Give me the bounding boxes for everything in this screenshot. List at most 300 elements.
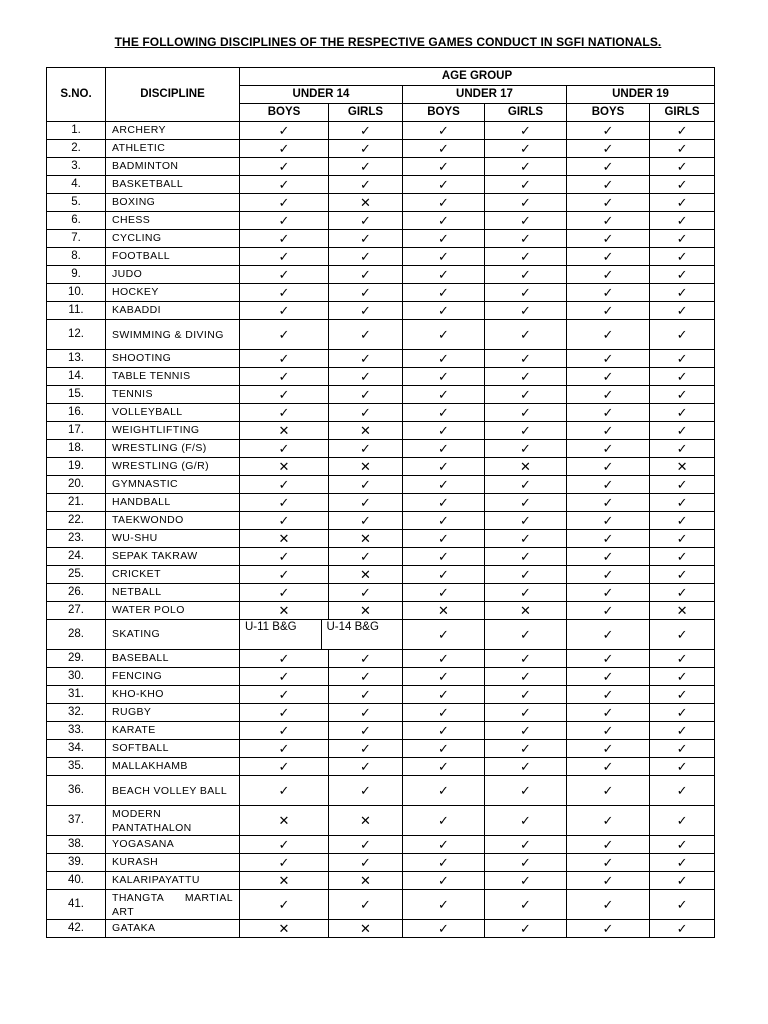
check-icon-u17-girls: ✓ [485,122,567,140]
check-icon-u17-girls: ✓ [485,368,567,386]
check-icon-u19-boys: ✓ [567,548,650,566]
discipline-name-cell: MODERN PANTATHALON [106,806,240,836]
discipline-name-cell: ATHLETIC [106,140,240,158]
check-icon-u19-boys: ✓ [567,650,650,668]
check-icon-u19-girls: ✓ [650,686,715,704]
header-under-19: UNDER 19 [567,86,715,104]
check-icon-u19-girls: ✓ [650,872,715,890]
serial-number-cell: 5. [47,194,106,212]
table-row [47,176,715,194]
check-icon-u14-girls: ✓ [329,704,403,722]
check-icon-u19-girls: ✓ [650,704,715,722]
check-icon-u17-girls: ✓ [485,686,567,704]
check-icon-u14-boys: ✓ [240,350,329,368]
header-u17-girls: GIRLS [485,104,567,122]
check-icon-u14-boys: ✓ [240,548,329,566]
serial-number-cell: 42. [47,920,106,938]
check-icon-u19-boys: ✓ [567,230,650,248]
cross-icon-u17-girls: ✕ [485,602,567,620]
check-icon-u17-boys: ✓ [403,836,485,854]
check-icon-u17-boys: ✓ [403,158,485,176]
discipline-name-cell: WRESTLING (F/S) [106,440,240,458]
check-icon-u17-boys: ✓ [403,440,485,458]
check-icon-u14-girls: ✓ [329,722,403,740]
serial-number-cell: 7. [47,230,106,248]
check-icon-u17-girls: ✓ [485,530,567,548]
check-icon-u19-girls: ✓ [650,230,715,248]
check-icon-u14-boys: ✓ [240,854,329,872]
discipline-name-cell: KURASH [106,854,240,872]
check-icon-u19-girls: ✓ [650,122,715,140]
check-icon-u19-girls: ✓ [650,530,715,548]
discipline-name-cell: YOGASANA [106,836,240,854]
check-icon-u19-boys: ✓ [567,458,650,476]
serial-number-cell: 27. [47,602,106,620]
cross-icon-u14-boys: ✕ [240,530,329,548]
table-row [47,566,715,584]
check-icon-u19-girls: ✓ [650,920,715,938]
check-icon-u17-girls: ✓ [485,920,567,938]
serial-number-cell: 20. [47,476,106,494]
check-icon-u14-girls: ✓ [329,440,403,458]
check-icon-u19-girls: ✓ [650,212,715,230]
check-icon-u19-boys: ✓ [567,440,650,458]
check-icon-u19-boys: ✓ [567,266,650,284]
check-icon-u19-girls: ✓ [650,740,715,758]
table-row [47,476,715,494]
check-icon-u17-boys: ✓ [403,722,485,740]
cross-icon-u14-girls: ✕ [329,566,403,584]
discipline-name-cell: THANGTA MARTIAL ART [106,890,240,920]
check-icon-u19-girls: ✓ [650,548,715,566]
check-icon-u14-girls: ✓ [329,284,403,302]
check-icon-u19-girls: ✓ [650,620,715,650]
check-icon-u14-boys: ✓ [240,890,329,920]
check-icon-u17-boys: ✓ [403,650,485,668]
cross-icon-u17-boys: ✕ [403,602,485,620]
discipline-name-cell: VOLLEYBALL [106,404,240,422]
table-row [47,704,715,722]
check-icon-u14-boys: ✓ [240,776,329,806]
cross-icon-u14-boys: ✕ [240,806,329,836]
u14-boys-girls-label: U-14 B&G [321,620,403,649]
check-icon-u14-girls: ✓ [329,854,403,872]
check-icon-u17-boys: ✓ [403,806,485,836]
cross-icon-u14-girls: ✕ [329,920,403,938]
table-row [47,386,715,404]
check-icon-u17-boys: ✓ [403,566,485,584]
discipline-name-cell: SEPAK TAKRAW [106,548,240,566]
check-icon-u17-boys: ✓ [403,248,485,266]
check-icon-u14-girls: ✓ [329,836,403,854]
check-icon-u14-girls: ✓ [329,494,403,512]
check-icon-u19-girls: ✓ [650,440,715,458]
check-icon-u19-boys: ✓ [567,404,650,422]
check-icon-u17-girls: ✓ [485,140,567,158]
check-icon-u17-boys: ✓ [403,368,485,386]
check-icon-u17-girls: ✓ [485,158,567,176]
check-icon-u14-boys: ✓ [240,248,329,266]
check-icon-u19-girls: ✓ [650,668,715,686]
serial-number-cell: 35. [47,758,106,776]
check-icon-u17-boys: ✓ [403,230,485,248]
check-icon-u14-girls: ✓ [329,650,403,668]
check-icon-u14-girls: ✓ [329,890,403,920]
serial-number-cell: 12. [47,320,106,350]
check-icon-u17-boys: ✓ [403,620,485,650]
check-icon-u14-boys: ✓ [240,158,329,176]
serial-number-cell: 17. [47,422,106,440]
check-icon-u14-boys: ✓ [240,176,329,194]
table-row [47,602,715,620]
check-icon-u19-boys: ✓ [567,302,650,320]
check-icon-u17-boys: ✓ [403,530,485,548]
discipline-name-cell: KALARIPAYATTU [106,872,240,890]
cross-icon-u14-girls: ✕ [329,806,403,836]
discipline-name-cell: GYMNASTIC [106,476,240,494]
table-row [47,530,715,548]
serial-number-cell: 41. [47,890,106,920]
serial-number-cell: 9. [47,266,106,284]
discipline-name-cell: GATAKA [106,920,240,938]
discipline-name-cell: WU-SHU [106,530,240,548]
check-icon-u19-boys: ✓ [567,494,650,512]
check-icon-u17-boys: ✓ [403,266,485,284]
discipline-name-cell: KARATE [106,722,240,740]
check-icon-u19-boys: ✓ [567,668,650,686]
discipline-name-cell: TENNIS [106,386,240,404]
table-row [47,548,715,566]
check-icon-u17-girls: ✓ [485,212,567,230]
table-row [47,158,715,176]
table-row [47,722,715,740]
check-icon-u17-girls: ✓ [485,620,567,650]
discipline-name-cell: FOOTBALL [106,248,240,266]
check-icon-u19-girls: ✓ [650,854,715,872]
check-icon-u17-boys: ✓ [403,350,485,368]
check-icon-u14-boys: ✓ [240,230,329,248]
check-icon-u19-boys: ✓ [567,212,650,230]
check-icon-u17-girls: ✓ [485,512,567,530]
check-icon-u17-girls: ✓ [485,266,567,284]
check-icon-u14-girls: ✓ [329,548,403,566]
check-icon-u14-girls: ✓ [329,266,403,284]
check-icon-u14-boys: ✓ [240,836,329,854]
check-icon-u14-boys: ✓ [240,122,329,140]
serial-number-cell: 30. [47,668,106,686]
table-row [47,806,715,836]
check-icon-u17-girls: ✓ [485,440,567,458]
check-icon-u17-boys: ✓ [403,548,485,566]
check-icon-u19-girls: ✓ [650,758,715,776]
check-icon-u14-boys: ✓ [240,650,329,668]
check-icon-u19-boys: ✓ [567,386,650,404]
serial-number-cell: 38. [47,836,106,854]
discipline-name-cell: TAEKWONDO [106,512,240,530]
discipline-name-cell: CRICKET [106,566,240,584]
check-icon-u17-boys: ✓ [403,668,485,686]
table-row [47,920,715,938]
serial-number-cell: 16. [47,404,106,422]
check-icon-u19-girls: ✓ [650,584,715,602]
check-icon-u19-girls: ✓ [650,650,715,668]
serial-number-cell: 3. [47,158,106,176]
table-row [47,350,715,368]
check-icon-u14-boys: ✓ [240,668,329,686]
table-row [47,422,715,440]
check-icon-u14-girls: ✓ [329,350,403,368]
check-icon-u19-girls: ✓ [650,158,715,176]
check-icon-u14-boys: ✓ [240,212,329,230]
table-row [47,440,715,458]
header-age-group: AGE GROUP [240,68,715,86]
discipline-name-cell: NETBALL [106,584,240,602]
serial-number-cell: 25. [47,566,106,584]
check-icon-u17-girls: ✓ [485,386,567,404]
header-discipline: DISCIPLINE [106,68,240,122]
table-row [47,854,715,872]
check-icon-u19-boys: ✓ [567,194,650,212]
check-icon-u19-boys: ✓ [567,422,650,440]
check-icon-u14-girls: ✓ [329,320,403,350]
check-icon-u19-boys: ✓ [567,836,650,854]
check-icon-u14-girls: ✓ [329,158,403,176]
check-icon-u14-boys: ✓ [240,320,329,350]
discipline-name-cell: WATER POLO [106,602,240,620]
serial-number-cell: 33. [47,722,106,740]
check-icon-u17-boys: ✓ [403,386,485,404]
discipline-name-cell: HANDBALL [106,494,240,512]
check-icon-u17-girls: ✓ [485,476,567,494]
table-row [47,266,715,284]
u11-boys-girls-label: U-11 B&G [245,621,297,633]
check-icon-u19-boys: ✓ [567,320,650,350]
serial-number-cell: 29. [47,650,106,668]
check-icon-u14-girls: ✓ [329,512,403,530]
check-icon-u17-boys: ✓ [403,302,485,320]
serial-number-cell: 32. [47,704,106,722]
check-icon-u19-boys: ✓ [567,602,650,620]
check-icon-u19-girls: ✓ [650,422,715,440]
check-icon-u14-boys: ✓ [240,476,329,494]
check-icon-u17-girls: ✓ [485,740,567,758]
header-under-17: UNDER 17 [403,86,567,104]
discipline-name-cell: RUGBY [106,704,240,722]
check-icon-u17-girls: ✓ [485,806,567,836]
cross-icon-u19-girls: ✕ [650,458,715,476]
check-icon-u14-girls: ✓ [329,740,403,758]
check-icon-u17-boys: ✓ [403,194,485,212]
check-icon-u14-girls: ✓ [329,140,403,158]
cross-icon-u14-boys: ✕ [240,422,329,440]
check-icon-u14-girls: ✓ [329,758,403,776]
check-icon-u14-boys: ✓ [240,386,329,404]
discipline-name-cell: SKATING [106,620,240,650]
serial-number-cell: 37. [47,806,106,836]
check-icon-u19-boys: ✓ [567,890,650,920]
serial-number-cell: 19. [47,458,106,476]
serial-number-cell: 24. [47,548,106,566]
check-icon-u19-boys: ✓ [567,806,650,836]
check-icon-u19-boys: ✓ [567,350,650,368]
discipline-name-cell: BASKETBALL [106,176,240,194]
cross-icon-u14-boys: ✕ [240,602,329,620]
check-icon-u14-girls: ✓ [329,584,403,602]
check-icon-u17-girls: ✓ [485,758,567,776]
header-u19-girls: GIRLS [650,104,715,122]
check-icon-u19-girls: ✓ [650,776,715,806]
check-icon-u17-boys: ✓ [403,212,485,230]
header-u19-boys: BOYS [567,104,650,122]
check-icon-u14-girls: ✓ [329,302,403,320]
check-icon-u19-boys: ✓ [567,530,650,548]
check-icon-u19-girls: ✓ [650,512,715,530]
table-row [47,320,715,350]
check-icon-u19-boys: ✓ [567,512,650,530]
check-icon-u19-girls: ✓ [650,266,715,284]
check-icon-u14-girls: ✓ [329,122,403,140]
check-icon-u14-girls: ✓ [329,404,403,422]
check-icon-u14-boys: ✓ [240,584,329,602]
check-icon-u17-girls: ✓ [485,584,567,602]
check-icon-u17-boys: ✓ [403,422,485,440]
check-icon-u19-boys: ✓ [567,368,650,386]
check-icon-u17-boys: ✓ [403,458,485,476]
check-icon-u19-boys: ✓ [567,740,650,758]
check-icon-u14-boys: ✓ [240,704,329,722]
check-icon-u17-boys: ✓ [403,776,485,806]
check-icon-u14-boys: ✓ [240,302,329,320]
check-icon-u14-boys: ✓ [240,404,329,422]
header-sno: S.NO. [47,68,106,122]
check-icon-u14-girls: ✓ [329,368,403,386]
check-icon-u17-girls: ✓ [485,230,567,248]
check-icon-u19-boys: ✓ [567,158,650,176]
check-icon-u17-girls: ✓ [485,722,567,740]
serial-number-cell: 22. [47,512,106,530]
check-icon-u19-girls: ✓ [650,566,715,584]
check-icon-u17-girls: ✓ [485,350,567,368]
serial-number-cell: 23. [47,530,106,548]
table-row [47,404,715,422]
discipline-name-cell: JUDO [106,266,240,284]
table-row [47,494,715,512]
cross-icon-u14-girls: ✕ [329,530,403,548]
table-row [47,458,715,476]
check-icon-u19-girls: ✓ [650,386,715,404]
table-row [47,248,715,266]
check-icon-u17-girls: ✓ [485,422,567,440]
discipline-name-cell: BADMINTON [106,158,240,176]
table-row [47,302,715,320]
check-icon-u19-girls: ✓ [650,494,715,512]
discipline-name-cell: KABADDI [106,302,240,320]
discipline-name-cell: SWIMMING & DIVING [106,320,240,350]
table-row [47,740,715,758]
serial-number-cell: 10. [47,284,106,302]
check-icon-u14-boys: ✓ [240,686,329,704]
check-icon-u17-boys: ✓ [403,584,485,602]
check-icon-u19-girls: ✓ [650,176,715,194]
table-row [47,584,715,602]
check-icon-u19-boys: ✓ [567,248,650,266]
check-icon-u14-girls: ✓ [329,212,403,230]
check-icon-u17-girls: ✓ [485,854,567,872]
serial-number-cell: 40. [47,872,106,890]
check-icon-u17-girls: ✓ [485,248,567,266]
discipline-name-cell: MALLAKHAMB [106,758,240,776]
check-icon-u14-boys: ✓ [240,722,329,740]
check-icon-u17-boys: ✓ [403,920,485,938]
cross-icon-u14-boys: ✕ [240,920,329,938]
table-row [47,836,715,854]
check-icon-u17-girls: ✓ [485,650,567,668]
table-row [47,368,715,386]
check-icon-u17-boys: ✓ [403,704,485,722]
table-row [47,758,715,776]
discipline-name-cell: TABLE TENNIS [106,368,240,386]
cross-icon-u14-boys: ✕ [240,458,329,476]
check-icon-u17-boys: ✓ [403,404,485,422]
check-icon-u19-boys: ✓ [567,854,650,872]
check-icon-u19-girls: ✓ [650,890,715,920]
check-icon-u19-boys: ✓ [567,776,650,806]
check-icon-u14-boys: ✓ [240,440,329,458]
discipline-name-cell: WRESTLING (G/R) [106,458,240,476]
serial-number-cell: 4. [47,176,106,194]
check-icon-u17-girls: ✓ [485,890,567,920]
serial-number-cell: 6. [47,212,106,230]
check-icon-u17-boys: ✓ [403,122,485,140]
check-icon-u19-boys: ✓ [567,566,650,584]
table-row [47,686,715,704]
check-icon-u14-boys: ✓ [240,140,329,158]
check-icon-u14-boys: ✓ [240,194,329,212]
check-icon-u17-boys: ✓ [403,140,485,158]
table-row [47,140,715,158]
check-icon-u14-girls: ✓ [329,230,403,248]
check-icon-u17-girls: ✓ [485,836,567,854]
check-icon-u17-girls: ✓ [485,284,567,302]
discipline-name-cell: FENCING [106,668,240,686]
header-under-14: UNDER 14 [240,86,403,104]
check-icon-u19-girls: ✓ [650,806,715,836]
check-icon-u19-girls: ✓ [650,194,715,212]
discipline-name-cell: CHESS [106,212,240,230]
serial-number-cell: 39. [47,854,106,872]
check-icon-u17-boys: ✓ [403,512,485,530]
check-icon-u19-girls: ✓ [650,368,715,386]
check-icon-u19-girls: ✓ [650,140,715,158]
check-icon-u17-girls: ✓ [485,872,567,890]
table-row [47,620,715,650]
discipline-name-cell: SHOOTING [106,350,240,368]
serial-number-cell: 36. [47,776,106,806]
check-icon-u17-girls: ✓ [485,548,567,566]
check-icon-u14-girls: ✓ [329,386,403,404]
discipline-name-cell: SOFTBALL [106,740,240,758]
cross-icon-u14-girls: ✕ [329,458,403,476]
discipline-name-cell: CYCLING [106,230,240,248]
serial-number-cell: 18. [47,440,106,458]
table-row [47,512,715,530]
check-icon-u19-boys: ✓ [567,284,650,302]
check-icon-u19-girls: ✓ [650,284,715,302]
check-icon-u19-boys: ✓ [567,476,650,494]
discipline-name-cell: BASEBALL [106,650,240,668]
check-icon-u17-boys: ✓ [403,494,485,512]
cross-icon-u14-girls: ✕ [329,872,403,890]
